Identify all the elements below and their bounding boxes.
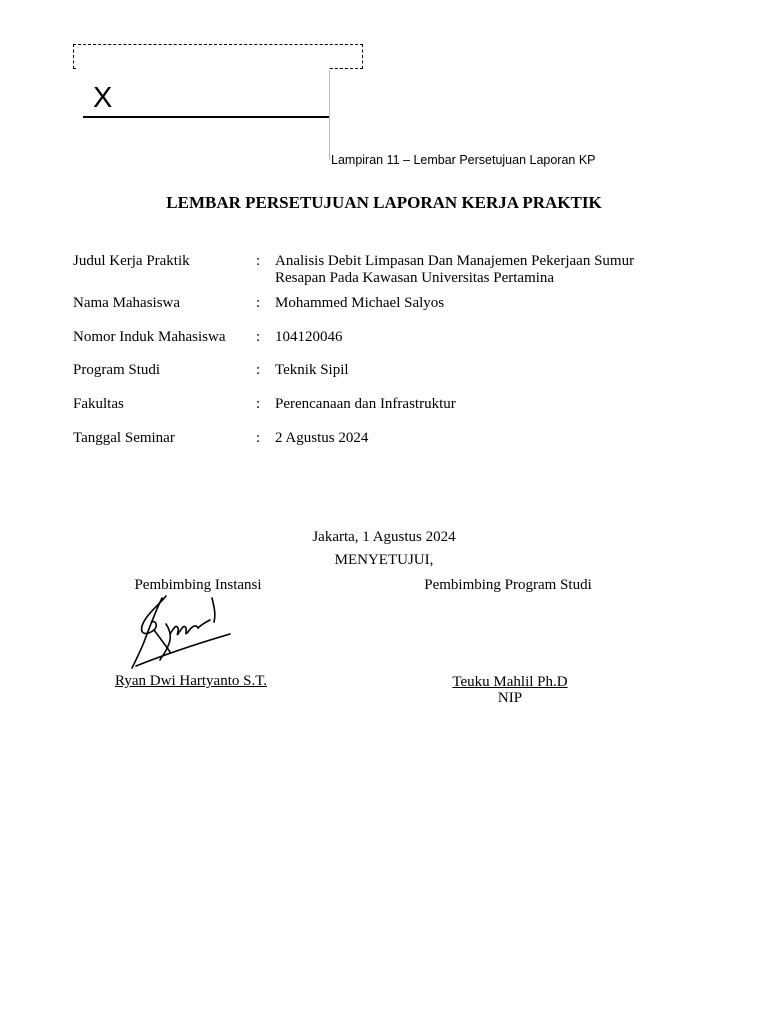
field-value: Mohammed Michael Salyos [275, 295, 445, 311]
field-colon: : [256, 253, 261, 269]
field-value: 104120046 [275, 329, 343, 345]
right-signatory-name: Teuku Mahlil Ph.D [452, 674, 568, 690]
mark-underline [83, 116, 329, 118]
x-mark: X [93, 82, 113, 114]
field-value: 2 Agustus 2024 [275, 430, 369, 446]
right-signatory-role: Pembimbing Program Studi [424, 577, 592, 593]
approved-label: MENYETUJUI, [334, 552, 434, 568]
field-label: Program Studi [73, 362, 161, 378]
field-label: Tanggal Seminar [73, 430, 175, 446]
field-label: Nama Mahasiswa [73, 295, 181, 311]
right-signatory-nip-label: NIP [497, 690, 523, 706]
field-colon: : [256, 430, 261, 446]
document-title: LEMBAR PERSETUJUAN LAPORAN KERJA PRAKTIK [166, 193, 602, 212]
field-colon: : [256, 396, 261, 412]
field-value-cont: Resapan Pada Kawasan Universitas Pertamina [275, 270, 555, 286]
field-colon: : [256, 362, 261, 378]
left-signatory-name: Ryan Dwi Hartyanto S.T. [114, 673, 267, 689]
place-date: Jakarta, 1 Agustus 2024 [312, 529, 456, 545]
field-label: Fakultas [73, 396, 124, 412]
field-colon: : [256, 295, 261, 311]
field-value: Analisis Debit Limpasan Dan Manajemen Pekerjaan Sumur [275, 253, 635, 269]
field-label: Nomor Induk Mahasiswa [73, 329, 226, 345]
appendix-label: Lampiran 11 – Lembar Persetujuan Laporan KP [331, 153, 596, 167]
field-colon: : [256, 329, 261, 345]
vertical-divider [329, 70, 330, 160]
field-value: Perencanaan dan Infrastruktur [275, 396, 456, 412]
dashed-frame-mask [76, 50, 328, 130]
left-signatory-role: Pembimbing Instansi [134, 577, 262, 593]
field-label: Judul Kerja Praktik [73, 253, 190, 269]
handwritten-signature [126, 594, 241, 670]
field-value: Teknik Sipil [275, 362, 349, 378]
